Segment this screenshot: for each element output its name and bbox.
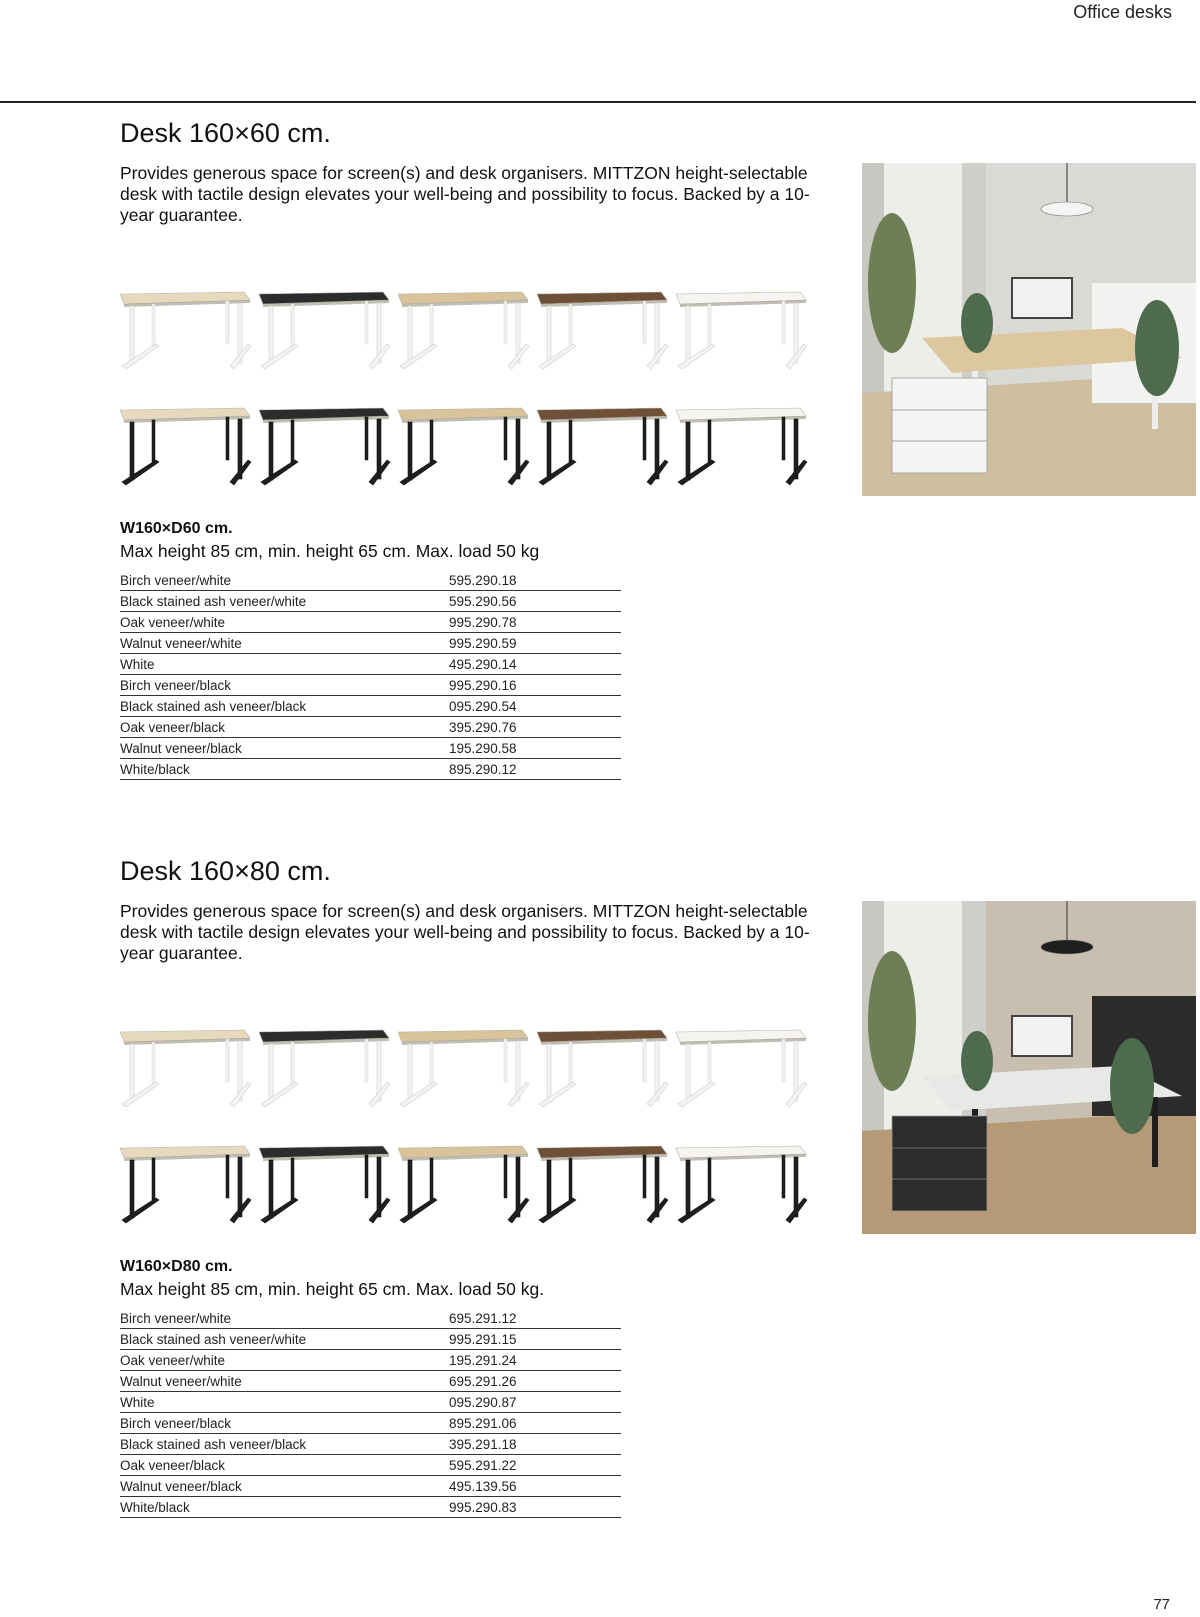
table-row <box>120 738 621 759</box>
desk-swatch-icon <box>257 286 393 376</box>
finish-name: Oak veneer/white <box>120 1350 449 1371</box>
desk-swatch-icon <box>674 286 810 376</box>
table-row <box>120 717 621 738</box>
article-number: 595.290.56 <box>449 591 621 612</box>
finish-name: Birch veneer/black <box>120 1413 449 1434</box>
article-number: 995.290.16 <box>449 675 621 696</box>
table-row <box>120 1308 621 1329</box>
table-row <box>120 696 621 717</box>
article-number: 595.290.18 <box>449 570 621 591</box>
desk-swatch-icon <box>118 1024 254 1114</box>
article-number: 395.291.18 <box>449 1434 621 1455</box>
section-description: Provides generous space for screen(s) and desk organisers. MITTZON height-selectable desk with tactile design elevates your well-being and possibility to focus. Backed by a 10-year guarantee. <box>120 901 810 963</box>
spec-dimensions: W160×D60 cm. <box>120 520 233 537</box>
finish-name: White <box>120 654 449 675</box>
finish-name: Oak veneer/white <box>120 612 449 633</box>
article-number: 195.291.24 <box>449 1350 621 1371</box>
table-row <box>120 591 621 612</box>
finish-name: Black stained ash veneer/white <box>120 1329 449 1350</box>
desk-swatch-grid <box>118 1024 818 1236</box>
finish-name: Black stained ash veneer/black <box>120 696 449 717</box>
table-row <box>120 1455 621 1476</box>
desk-swatch-icon <box>257 1024 393 1114</box>
table-row <box>120 570 621 591</box>
desk-swatch-icon <box>535 1140 671 1230</box>
desk-swatch-grid <box>118 286 818 498</box>
article-table <box>120 1308 621 1518</box>
table-row <box>120 675 621 696</box>
finish-name: Oak veneer/black <box>120 1455 449 1476</box>
table-row <box>120 654 621 675</box>
desk-swatch-icon <box>396 1024 532 1114</box>
article-number: 995.291.15 <box>449 1329 621 1350</box>
office-room-photo <box>862 163 1196 496</box>
article-number: 895.290.12 <box>449 759 621 780</box>
desk-swatch-icon <box>257 1140 393 1230</box>
desk-swatch-icon <box>674 1140 810 1230</box>
finish-name: Birch veneer/white <box>120 570 449 591</box>
article-number: 395.290.76 <box>449 717 621 738</box>
desk-swatch-icon <box>535 1024 671 1114</box>
desk-swatch-icon <box>118 402 254 492</box>
article-number: 995.290.59 <box>449 633 621 654</box>
finish-name: White/black <box>120 759 449 780</box>
article-number: 695.291.12 <box>449 1308 621 1329</box>
article-number: 595.291.22 <box>449 1455 621 1476</box>
desk-swatch-icon <box>257 402 393 492</box>
spec-dimensions: W160×D80 cm. <box>120 1258 233 1275</box>
table-row <box>120 1371 621 1392</box>
spec-details: Max height 85 cm, min. height 65 cm. Max. load 50 kg. <box>120 1279 545 1299</box>
article-number: 195.290.58 <box>449 738 621 759</box>
table-row <box>120 1434 621 1455</box>
article-number: 895.291.06 <box>449 1413 621 1434</box>
header-title: Office desks <box>1073 2 1172 22</box>
office-room-photo <box>862 901 1196 1234</box>
table-row <box>120 1392 621 1413</box>
article-number: 495.290.14 <box>449 654 621 675</box>
desk-swatch-icon <box>396 286 532 376</box>
section-title: Desk 160×60 cm. <box>120 118 331 148</box>
desk-swatch-icon <box>535 286 671 376</box>
desk-swatch-icon <box>118 286 254 376</box>
finish-name: Oak veneer/black <box>120 717 449 738</box>
spec-details: Max height 85 cm, min. height 65 cm. Max. load 50 kg <box>120 541 540 561</box>
article-number: 095.290.87 <box>449 1392 621 1413</box>
article-number: 995.290.78 <box>449 612 621 633</box>
finish-name: Walnut veneer/black <box>120 738 449 759</box>
table-row <box>120 759 621 780</box>
desk-swatch-icon <box>396 402 532 492</box>
article-number: 495.139.56 <box>449 1476 621 1497</box>
desk-section-160x60 <box>0 118 1200 808</box>
table-row <box>120 1497 621 1518</box>
desk-section-160x80 <box>0 856 1200 1546</box>
desk-swatch-icon <box>674 402 810 492</box>
table-row <box>120 1329 621 1350</box>
finish-name: Walnut veneer/white <box>120 1371 449 1392</box>
finish-name: White <box>120 1392 449 1413</box>
desk-swatch-icon <box>118 1140 254 1230</box>
finish-name: White/black <box>120 1497 449 1518</box>
desk-swatch-icon <box>674 1024 810 1114</box>
table-row <box>120 1476 621 1497</box>
table-row <box>120 633 621 654</box>
table-row <box>120 1413 621 1434</box>
article-number: 095.290.54 <box>449 696 621 717</box>
section-description: Provides generous space for screen(s) and desk organisers. MITTZON height-selectable desk with tactile design elevates your well-being and possibility to focus. Backed by a 10-year guarantee. <box>120 163 810 225</box>
article-number: 695.291.26 <box>449 1371 621 1392</box>
finish-name: Black stained ash veneer/white <box>120 591 449 612</box>
page-number: 77 <box>1153 1596 1170 1613</box>
desk-swatch-icon <box>396 1140 532 1230</box>
section-title: Desk 160×80 cm. <box>120 856 331 886</box>
finish-name: Black stained ash veneer/black <box>120 1434 449 1455</box>
finish-name: Walnut veneer/black <box>120 1476 449 1497</box>
finish-name: Walnut veneer/white <box>120 633 449 654</box>
header-rule <box>0 101 1196 103</box>
finish-name: Birch veneer/black <box>120 675 449 696</box>
table-row <box>120 612 621 633</box>
desk-swatch-icon <box>535 402 671 492</box>
article-number: 995.290.83 <box>449 1497 621 1518</box>
article-table <box>120 570 621 780</box>
finish-name: Birch veneer/white <box>120 1308 449 1329</box>
table-row <box>120 1350 621 1371</box>
